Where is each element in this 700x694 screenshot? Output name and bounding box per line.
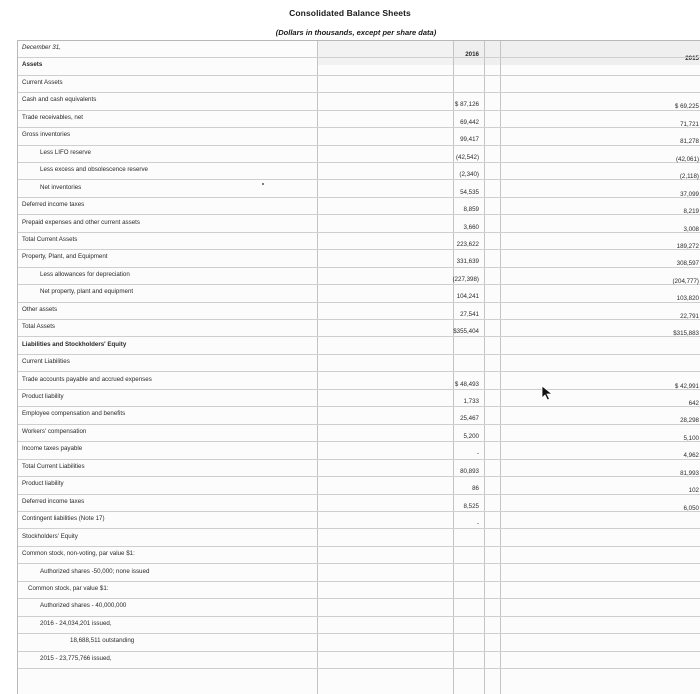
- table-row: [18, 512, 700, 529]
- value-2016: 3,660: [463, 223, 479, 231]
- row-label: Stockholders' Equity: [22, 532, 78, 540]
- table-row: [18, 460, 700, 477]
- value-2015: 102: [688, 487, 699, 495]
- row-label: Authorized shares -50,000; none issued: [40, 567, 150, 575]
- row-label: Income taxes payable: [22, 445, 83, 453]
- value-2015: 103,820: [676, 295, 699, 303]
- value-2015: $ 42,991: [674, 382, 699, 390]
- value-2016: $355,404: [453, 328, 479, 336]
- value-2016: 331,639: [456, 258, 479, 266]
- row-label: Contingent liabilities (Note 17): [22, 515, 105, 523]
- table-row: [18, 41, 700, 58]
- column-header-2015: 2015: [685, 55, 699, 62]
- value-2015: 3,008: [683, 225, 699, 233]
- value-2016: (2,340): [459, 171, 479, 179]
- row-label: Workers' compensation: [22, 427, 87, 435]
- table-row: [18, 355, 700, 372]
- table-row: [18, 495, 700, 512]
- stray-dot: [262, 183, 264, 185]
- value-2015: 28,298: [680, 417, 699, 425]
- table-row: [18, 303, 700, 320]
- row-label: Prepaid expenses and other current assets: [22, 218, 140, 226]
- row-label: Current Liabilities: [22, 358, 70, 366]
- table-row: [18, 76, 700, 93]
- value-2015: 4,962: [683, 452, 699, 460]
- table-row: [18, 599, 700, 616]
- value-2015: (2,118): [679, 173, 699, 181]
- row-label: Authorized shares - 40,000,000: [40, 602, 127, 610]
- value-2015: 71,721: [680, 120, 699, 128]
- value-2015: 22,791: [680, 312, 699, 320]
- table-row: [18, 181, 700, 198]
- value-2015: $315,883: [673, 330, 699, 338]
- table-row: [18, 547, 700, 564]
- row-label: Net inventories: [40, 183, 82, 191]
- row-label: Less LIFO reserve: [40, 148, 91, 156]
- value-2015: (42,061): [675, 155, 699, 163]
- value-2016: 5,200: [463, 432, 479, 440]
- value-2016: 54,535: [460, 188, 479, 196]
- table-row: [18, 163, 700, 180]
- value-2015: 6,050: [683, 504, 699, 512]
- table-row: [18, 565, 700, 582]
- table-row: [18, 617, 700, 634]
- sheet-title: Consolidated Balance Sheets: [289, 8, 411, 18]
- table-row: [18, 250, 700, 267]
- value-2016: $ 48,493: [454, 380, 479, 388]
- value-2016: $ 87,126: [454, 101, 479, 109]
- table-row: [18, 216, 700, 233]
- table-row: [18, 233, 700, 250]
- table-row: [18, 530, 700, 547]
- row-label: Cash and cash equivalents: [22, 96, 97, 104]
- row-label: Assets: [22, 61, 43, 69]
- value-2015: (204,777): [672, 277, 699, 285]
- table-row: [18, 320, 700, 337]
- row-label: Common stock, par value $1:: [28, 584, 109, 592]
- row-label: 2016 - 24,034,201 issued,: [40, 619, 112, 627]
- value-2016: 104,241: [456, 293, 479, 301]
- table-row: [18, 338, 700, 355]
- table-row: [18, 634, 700, 651]
- value-2015: 642: [688, 400, 699, 407]
- table-row: [18, 111, 700, 128]
- table-row: [18, 146, 700, 163]
- row-label: Property, Plant, and Equipment: [22, 253, 108, 261]
- row-label: Total Assets: [22, 323, 56, 331]
- table-row: [18, 477, 700, 494]
- value-2016: 1,733: [463, 398, 479, 405]
- row-label: Total Current Assets: [22, 235, 78, 243]
- row-label: Trade accounts payable and accrued expenses: [22, 375, 152, 383]
- table-row: [18, 582, 700, 599]
- table-row: [18, 373, 700, 390]
- mouse-cursor-icon: [541, 385, 555, 401]
- value-2016: 86: [472, 485, 479, 493]
- table-row: [18, 198, 700, 215]
- value-2015: 37,099: [680, 190, 699, 198]
- row-label: Deferred income taxes: [22, 201, 85, 209]
- column-header-2016: 2016: [465, 51, 479, 58]
- value-2015: 189,272: [676, 242, 699, 250]
- table-row: [18, 425, 700, 442]
- value-2016: (42,542): [455, 153, 479, 161]
- value-2016: 8,525: [463, 502, 479, 510]
- value-2016: 27,541: [460, 310, 479, 318]
- value-2016: 69,442: [460, 118, 479, 126]
- value-2016: 80,893: [460, 467, 479, 475]
- row-label: December 31,: [22, 44, 61, 51]
- value-2016: (227,398): [452, 275, 479, 283]
- row-label: Employee compensation and benefits: [22, 410, 126, 418]
- row-label: 18,688,511 outstanding: [70, 637, 135, 645]
- value-2016: 25,467: [460, 415, 479, 423]
- value-2015: 81,993: [680, 469, 699, 477]
- row-label: Current Assets: [22, 78, 63, 86]
- row-label: Deferred income taxes: [22, 497, 85, 505]
- value-2015: 81,278: [680, 138, 699, 146]
- value-2015: $ 69,225: [674, 103, 699, 111]
- table-row: [18, 128, 700, 145]
- row-label: Product liability: [22, 480, 64, 488]
- value-2016: 8,859: [463, 206, 479, 214]
- table-row: [18, 442, 700, 459]
- sheet-subtitle: (Dollars in thousands, except per share data): [275, 28, 437, 37]
- row-label: Total Current Liabilities: [22, 462, 85, 470]
- table-row: [18, 58, 700, 75]
- value-2015: 5,100: [683, 434, 699, 442]
- table-row: [18, 285, 700, 302]
- row-label: Net property, plant and equipment: [40, 288, 134, 296]
- table-row: [18, 652, 700, 669]
- value-2016: -: [476, 450, 479, 458]
- row-label: Common stock, non-voting, par value $1:: [22, 550, 135, 558]
- row-label: 2015 - 23,775,766 issued,: [40, 654, 112, 662]
- row-label: Other assets: [22, 305, 58, 313]
- row-label: Product liability: [22, 393, 64, 400]
- row-label: Less allowances for depreciation: [40, 270, 130, 278]
- value-2015: 8,219: [683, 208, 699, 216]
- row-label: Gross inventories: [22, 131, 71, 139]
- value-2016: -: [476, 520, 479, 528]
- table-row: [18, 407, 700, 424]
- row-label: Liabilities and Stockholders' Equity: [22, 340, 127, 348]
- value-2015: 308,597: [676, 260, 699, 268]
- value-2016: 99,417: [460, 136, 479, 144]
- table-row: [18, 268, 700, 285]
- table-row: [18, 93, 700, 110]
- value-2016: 223,622: [456, 240, 479, 248]
- balance-sheet-table: [17, 40, 700, 694]
- table-row: [18, 390, 700, 407]
- row-label: Trade receivables, net: [22, 113, 83, 121]
- row-label: Less excess and obsolescence reserve: [40, 166, 148, 174]
